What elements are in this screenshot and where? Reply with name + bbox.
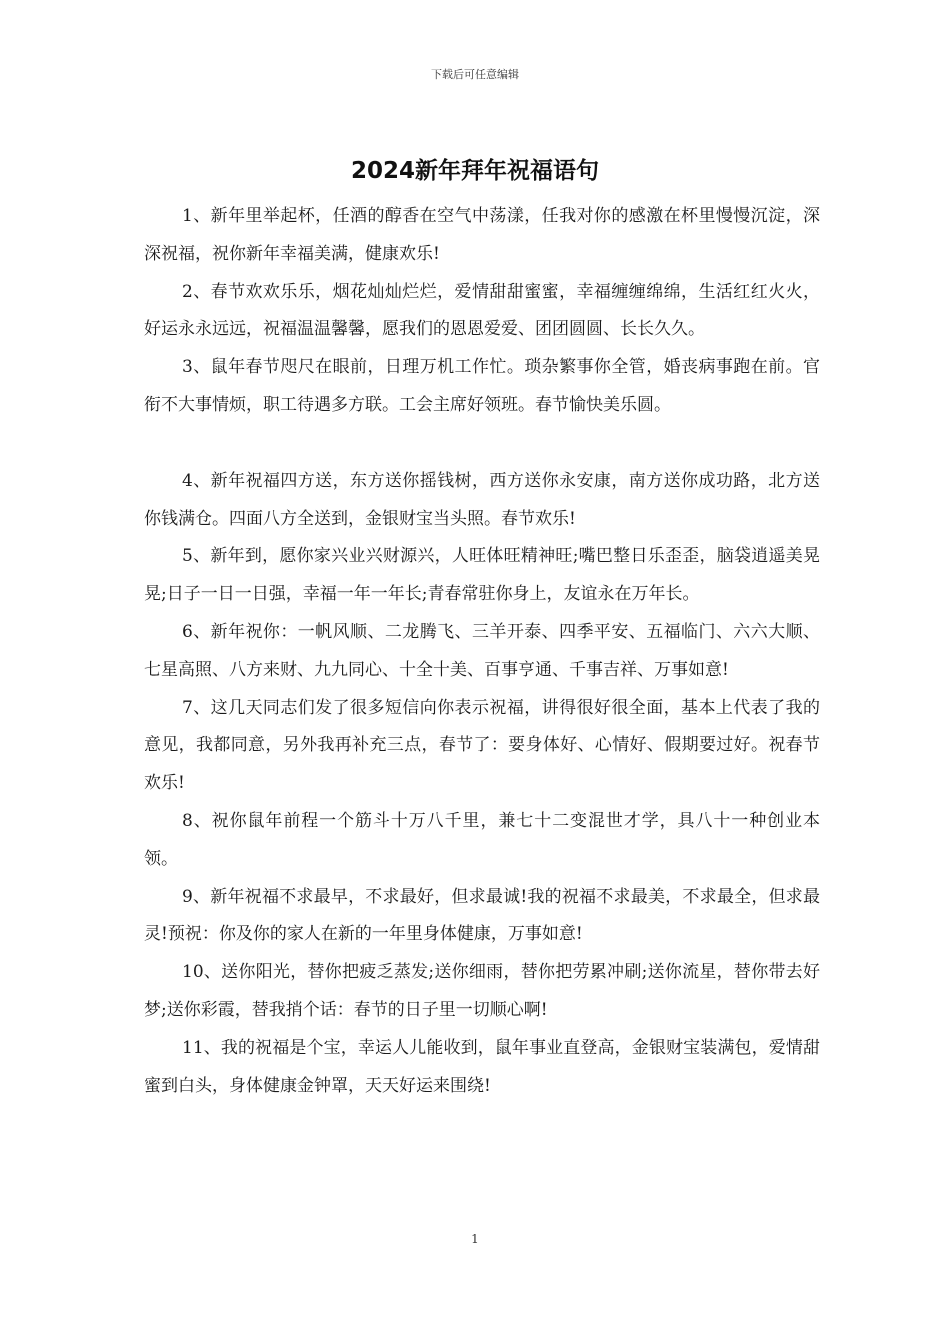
paragraph-5: 5、新年到，愿你家兴业兴财源兴，人旺体旺精神旺;嘴巴整日乐歪歪，脑袋逍遥美晃晃;日子一日一日强，幸福一年一年长;青春常驻你身上，友谊永在万年长。 [144,546,820,605]
paragraph-1: 1、新年里举起杯，任酒的醇香在空气中荡漾，任我对你的感激在杯里慢慢沉淀，深深祝福，祝你新年幸福美满，健康欢乐! [144,206,820,264]
paragraph-6: 6、新年祝你：一帆风顺、二龙腾飞、三羊开泰、四季平安、五福临门、六六大顺、七星高照、八方来财、九九同心、十全十美、百事亨通、千事吉祥、万事如意! [144,621,820,680]
document-title: 2024新年拜年祝福语句 [350,158,599,184]
paragraph-10: 10、送你阳光，替你把疲乏蒸发;送你细雨，替你把劳累冲刷;送你流星，替你带去好梦;送你彩霞，替我捎个话：春节的日子里一切顺心啊! [144,962,820,1020]
paragraph-4: 4、新年祝福四方送，东方送你摇钱树，西方送你永安康，南方送你成功路，北方送你钱满仓。四面八方全送到，金银财宝当头照。春节欢乐! [144,470,820,529]
paragraph-2: 2、春节欢欢乐乐，烟花灿灿烂烂，爱情甜甜蜜蜜，幸福缠缠绵绵，生活红红火火，好运永永远远，祝福温温馨馨，愿我们的恩恩爱爱、团团圆圆、长长久久。 [144,281,820,340]
document-body [144,198,820,1105]
paragraph-8: 8、祝你鼠年前程一个筋斗十万八千里，兼七十二变混世才学，具八十一种创业本领。 [144,810,820,869]
paragraph-9: 9、新年祝福不求最早，不求最好，但求最诚!我的祝福不求最美，不求最全，但求最灵!预祝：你及你的家人在新的一年里身体健康，万事如意! [144,886,820,945]
paragraph-7: 7、这几天同志们发了很多短信向你表示祝福，讲得很好很全面，基本上代表了我的意见，我都同意，另外我再补充三点，春节了：要身体好、心情好、假期要过好。祝春节欢乐! [144,697,820,794]
page-header-note: 下载后可任意编辑 [431,68,519,81]
paragraph-11: 11、我的祝福是个宝，幸运人儿能收到，鼠年事业直登高，金银财宝装满包，爱情甜蜜到白头，身体健康金钟罩，天天好运来围绕! [144,1037,820,1096]
paragraph-3: 3、鼠年春节咫尺在眼前，日理万机工作忙。琐杂繁事你全管，婚丧病事跑在前。官衔不大事情烦，职工待遇多方联。工会主席好领班。春节愉快美乐圆。 [144,357,820,415]
page-number: 1 [471,1232,479,1246]
